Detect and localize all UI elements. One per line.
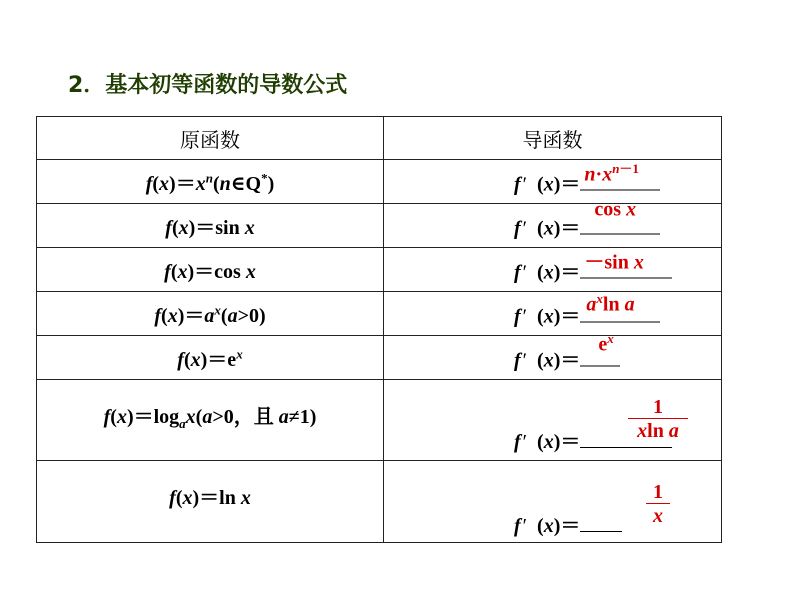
original-function-cos: f(x)＝cos x (37, 248, 384, 292)
original-function-power: $f(x)=x^n(n\in Q^*)$ (37, 160, 384, 204)
table-row (37, 380, 722, 461)
answer-blank (580, 251, 672, 278)
answer-sin: cos x (594, 198, 637, 220)
derivative-formula-table (36, 116, 722, 543)
original-function-exp-a: $f(x)=a^x(a>0)$ (37, 292, 384, 336)
derivative-cell-log: f ′ (x)＝ 1 xln a (384, 380, 722, 461)
original-function-sin: f(x)＝sin x (37, 204, 384, 248)
table-row (37, 461, 722, 543)
table-row (37, 248, 722, 292)
original-function-log: $f(x)=\log_ax(a>0$，且 a≠1) (37, 380, 384, 461)
answer-blank (580, 290, 660, 322)
answer-cos: －sin x (584, 251, 644, 273)
original-function-ln: f(x)＝ln x (37, 461, 384, 543)
header-original-function: 原函数 (37, 117, 384, 160)
answer-log: 1 xln a (628, 396, 688, 443)
derivative-cell-sin: f ′ (x)＝ cos x (384, 204, 722, 248)
answer-exp-a: $a^x\ln$ a (586, 290, 635, 315)
table-row (37, 160, 722, 204)
table-row (37, 292, 722, 336)
table-header-row (37, 117, 722, 160)
table-row (37, 336, 722, 380)
answer-ln: 1 x (646, 481, 670, 528)
answer-exp-e: $e^x$ (598, 330, 614, 355)
answer-blank (580, 160, 660, 190)
derivative-cell-ln: f ′ (x)＝ 1 x (384, 461, 722, 543)
answer-blank (580, 198, 660, 234)
original-function-exp-e: $f(x)=e^x$ (37, 336, 384, 380)
table-row (37, 204, 722, 248)
derivative-cell-cos: f ′ (x)＝ －sin x (384, 248, 722, 292)
derivative-cell-power (384, 160, 722, 204)
section-title: 2．基本初等函数的导数公式 (68, 73, 348, 98)
answer-blank (580, 509, 622, 532)
header-derivative-function: 导函数 (384, 117, 722, 160)
answer-blank (580, 330, 620, 366)
derivative-cell-exp-a: f ′ (x)＝ $a^x\ln$ a (384, 292, 722, 336)
answer-power: $n\cdot x^{n-1}$ (584, 160, 639, 185)
derivative-prefix: f ′ (x)＝ $n\cdot x^{n-1}$ (514, 167, 660, 196)
derivative-cell-exp-e: f ′ (x)＝ $e^x$ (384, 336, 722, 380)
